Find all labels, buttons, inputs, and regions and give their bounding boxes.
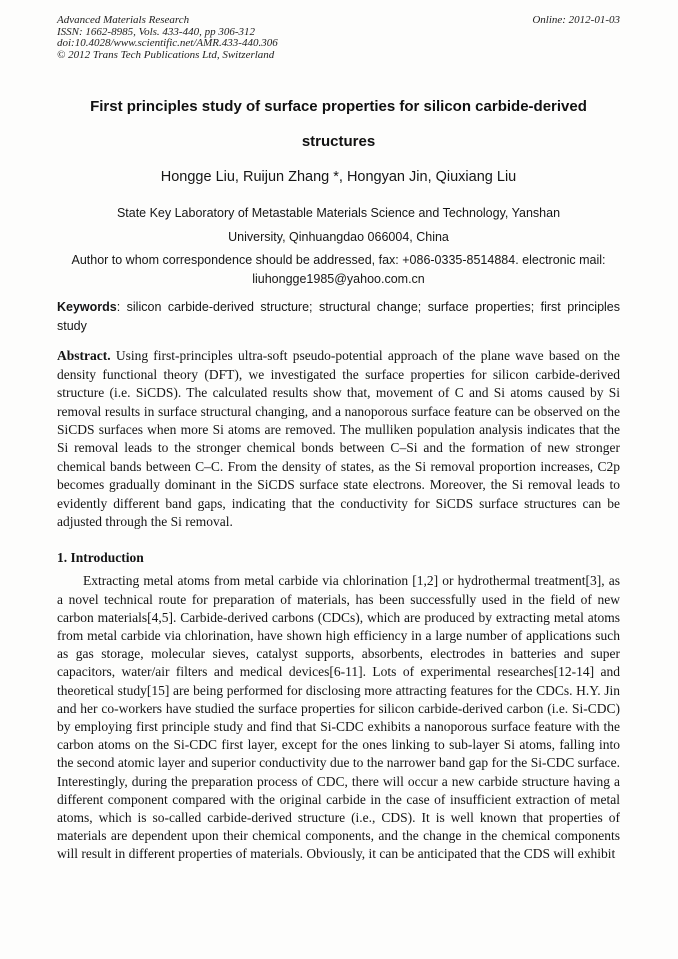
journal-doi: doi:10.4028/www.scientific.net/AMR.433-440.306 [57, 37, 278, 50]
correspondence-email: liuhongge1985@yahoo.com.cn [252, 272, 425, 287]
keywords-label: Keywords [57, 300, 117, 315]
paper-title-line-2: structures [301, 133, 376, 151]
abstract-text: Using first-principles ultra-soft pseudo-potential approach of the plane wave based on the density functional theory (DFT), we investigated the surface properties for silicon carbide-derived structure (i.e. SiCDS). The calculated results show that, movement of C and Si atoms caused by Si removal results in surface structural changing, and a nanoporous surface feature can be observed on the SiCDS surfaces when more Si atoms are removed. The mulliken population analysis indicates that the Si removal leads to the stronger chemical bonds between C–Si and the formation of new stronger chemical bands between C–C. From the density of states, as the Si removal proportion increases, C2p becomes gradually dominant in the SiCDS surface state electrons. Moreover, the Si removal leads to evidently different band gaps, indicating that the conductivity for SiCDS surface structures can be adjusted through the Si removal. [57, 348, 621, 530]
section-heading-introduction: 1. Introduction [57, 550, 144, 566]
journal-issn: ISSN: 1662-8985, Vols. 433-440, pp 306-312 [57, 25, 255, 38]
introduction-paragraph: Extracting metal atoms from metal carbide via chlorination [1,2] or hydrothermal treatment[3], as a novel technical route for preparation of materials, has been successfully used in the field of new carbon materials[4,5]. Carbide-derived carbons (CDCs), which are produced by extracting metal atoms from metal carbide via chlorination, have shown high efficiency in a large number of applications such as gas storage, molecular sieves, catalyst supports, absorbents, electrodes in batteries and super capacitors, water/air filters and medical devices[6-11]. Lots of experimental researches[12-14] and theoretical study[15] are being performed for disclosing more attracting features for the CDCs. H.Y. Jin and her co-workers have studied the surface properties for silicon carbide-derived carbon (i.e. Si-CDC) by employing first principle study and find that Si-CDC exhibits a nanoporous surface feature with the carbon atoms on the Si-CDC first layer, except for the ones linking to sub-layer Si atoms, falling into the second atomic layer and superior conductivity due to the narrower band gap for the Si-CDC surface. Interestingly, during the preparation process of CDC, there will occur a new carbide structure having a different component compared with the original carbide in the case of insufficient extraction of metal atoms, which is so-called carbide-derived structure (i.e., CDS). It is well known that properties of materials are dependent upon their chemical components, and the change in the chemical components will result in different properties of materials. Obviously, it can be anticipated that the CDS will exhibit [57, 573, 620, 862]
correspondence-line-1: Author to whom correspondence should be addressed, fax: +086-0335-8514884. electronic mail: [71, 253, 606, 268]
correspondence-note [57, 251, 620, 289]
journal-info [57, 15, 278, 61]
keywords-block [57, 298, 620, 335]
affiliation-line-2: University, Qinhuangdao 066004, China [228, 230, 449, 245]
journal-name: Advanced Materials Research [57, 14, 190, 26]
journal-copyright: © 2012 Trans Tech Publications Ltd, Switzerland [57, 48, 275, 61]
affiliation-line-1: State Key Laboratory of Metastable Materials Science and Technology, Yanshan [116, 206, 561, 221]
keywords-text: : silicon carbide-derived structure; structural change; surface properties; first principles study [57, 300, 620, 333]
abstract-label: Abstract. [57, 348, 111, 364]
journal-header [57, 15, 620, 61]
affiliation [57, 201, 620, 249]
online-date: Online: 2012-01-03 [532, 14, 620, 26]
paper-title [57, 89, 620, 159]
paper-title-line-1: First principles study of surface properties for silicon carbide-derived [90, 98, 587, 116]
abstract-block [57, 347, 620, 531]
authors-line: Hongge Liu, Ruijun Zhang *, Hongyan Jin, Qiuxiang Liu [160, 169, 517, 186]
